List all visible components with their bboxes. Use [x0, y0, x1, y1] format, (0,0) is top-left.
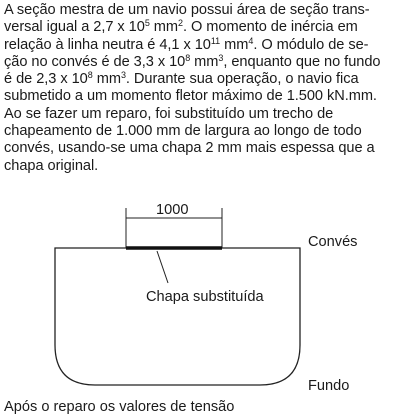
deck-label: Convés	[308, 234, 358, 250]
dimension-label: 1000	[156, 202, 189, 218]
following-text: Após o reparo os valores de tensão	[4, 399, 235, 415]
problem-statement	[4, 2, 397, 175]
problem-line-6: submetido a um momento fletor máximo de 1.500 kN.mm.	[4, 88, 377, 105]
problem-line-2: versal igual a 2,7 x $10^5$ $mm^2$. O momento de inércia em	[4, 18, 358, 36]
hull-outline	[55, 248, 300, 385]
hull-section-figure	[0, 195, 401, 400]
plate-leader-line	[157, 251, 168, 283]
problem-line-1: A seção mestra de um navio possui área de seção trans-	[4, 2, 370, 18]
problem-line-9: convés, usando-se uma chapa 2 mm mais espessa que a	[4, 140, 375, 157]
problem-line-7: Ao se fazer um reparo, foi substituído um trecho de	[4, 105, 334, 122]
problem-line-4: ção no convés é de 3,3 x $10^8$ $mm^3$, enquanto que no fundo	[4, 52, 381, 70]
problem-line-8: chapeamento de 1.000 mm de largura ao longo de todo	[4, 123, 362, 140]
problem-line-3: relação à linha neutra é 4,1 x $10^{11}$ $mm^4$. O módulo de se-	[4, 35, 369, 53]
bottom-label: Fundo	[308, 378, 350, 394]
problem-line-10: chapa original.	[4, 157, 99, 174]
plate-label: Chapa substituída	[146, 289, 264, 305]
problem-line-5: é de 2,3 x $10^8$ $mm^3$. Durante sua operação, o navio fica	[4, 70, 359, 88]
